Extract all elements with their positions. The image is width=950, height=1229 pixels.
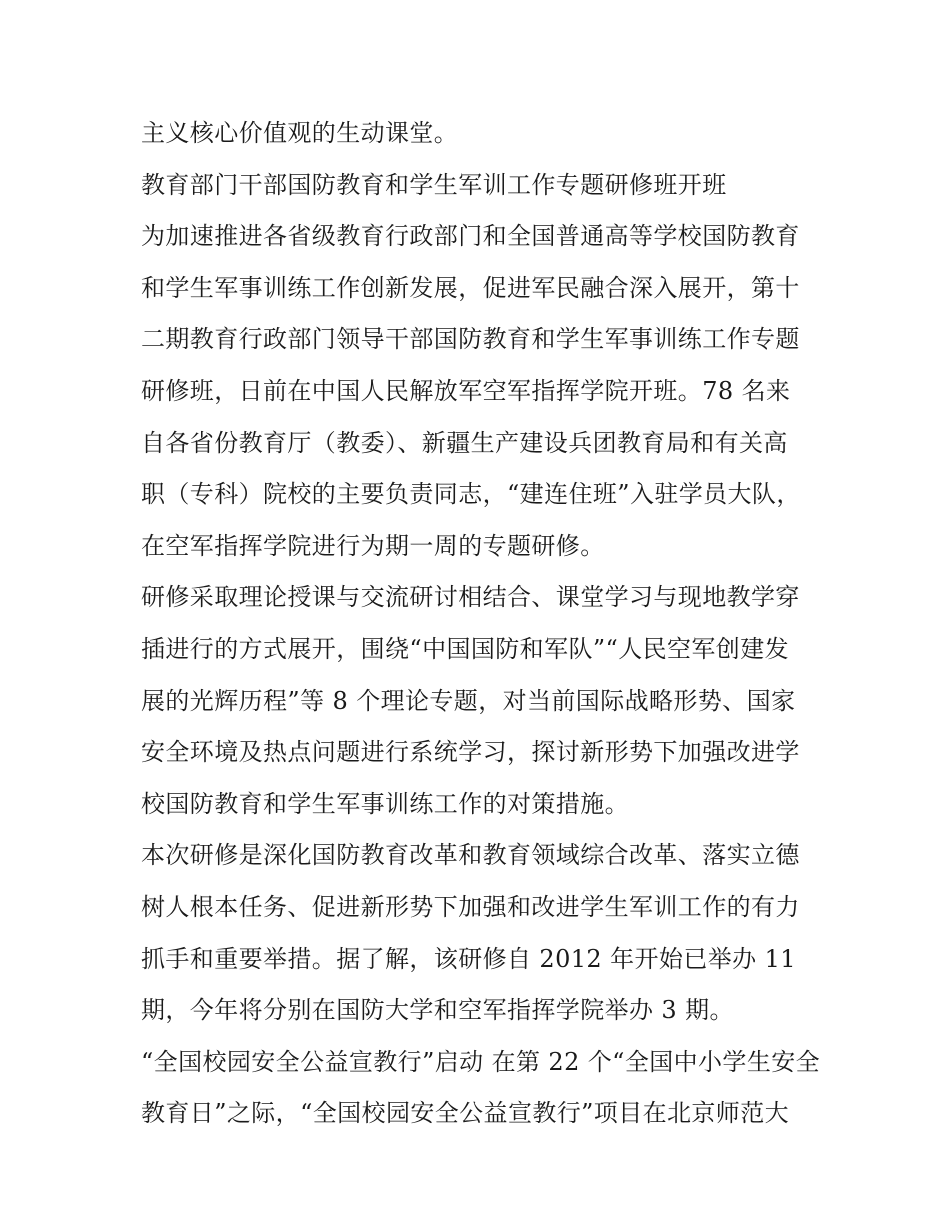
- text-line: 自各省份教育厅（教委）、新疆生产建设兵团教育局和有关高: [141, 428, 788, 457]
- text-line: 展的光辉历程”等 8 个理论专题，对当前国际战略形势、国家: [141, 686, 796, 715]
- text-line: “全国校园安全公益宣教行”启动 在第 22 个“全国中小学生安全: [141, 1047, 821, 1076]
- text-line: 在空军指挥学院进行为期一周的专题研修。: [141, 531, 605, 560]
- text-line: 主义核心价值观的生动课堂。: [141, 119, 459, 147]
- text-line: 安全环境及热点问题进行系统学习，探讨新形势下加强改进学: [141, 738, 800, 767]
- document-body: [141, 108, 821, 1140]
- text-line: 和学生军事训练工作创新发展，促进军民融合深入展开，第十: [141, 273, 800, 302]
- text-line: 期，今年将分别在国防大学和空军指挥学院举办 3 期。: [141, 996, 734, 1025]
- text-line: 抓手和重要举措。据了解，该研修自 2012 年开始已举办 11: [141, 944, 796, 973]
- text-line: 树人根本任务、促进新形势下加强和改进学生军训工作的有力: [141, 892, 800, 921]
- text-line: 教育日”之际，“全国校园安全公益宣教行”项目在北京师范大: [141, 1099, 790, 1128]
- text-line: 研修班，日前在中国人民解放军空军指挥学院开班。78 名来: [141, 376, 791, 405]
- text-line: 为加速推进各省级教育行政部门和全国普通高等学校国防教育: [141, 222, 800, 251]
- text-line: 二期教育行政部门领导干部国防教育和学生军事训练工作专题: [141, 325, 800, 354]
- section-heading: 教育部门干部国防教育和学生军训工作专题研修班开班: [141, 170, 727, 199]
- text-line: 本次研修是深化国防教育改革和教育领域综合改革、落实立德: [141, 841, 800, 870]
- text-line: 插进行的方式展开，围绕“中国国防和军队”“人民空军创建发: [141, 634, 790, 663]
- text-line: 职（专科）院校的主要负责同志，“建连住班”入驻学员大队，: [141, 480, 801, 509]
- text-line: 校国防教育和学生军事训练工作的对策措施。: [141, 789, 629, 818]
- text-line: 研修采取理论授课与交流研讨相结合、课堂学习与现地教学穿: [141, 583, 800, 612]
